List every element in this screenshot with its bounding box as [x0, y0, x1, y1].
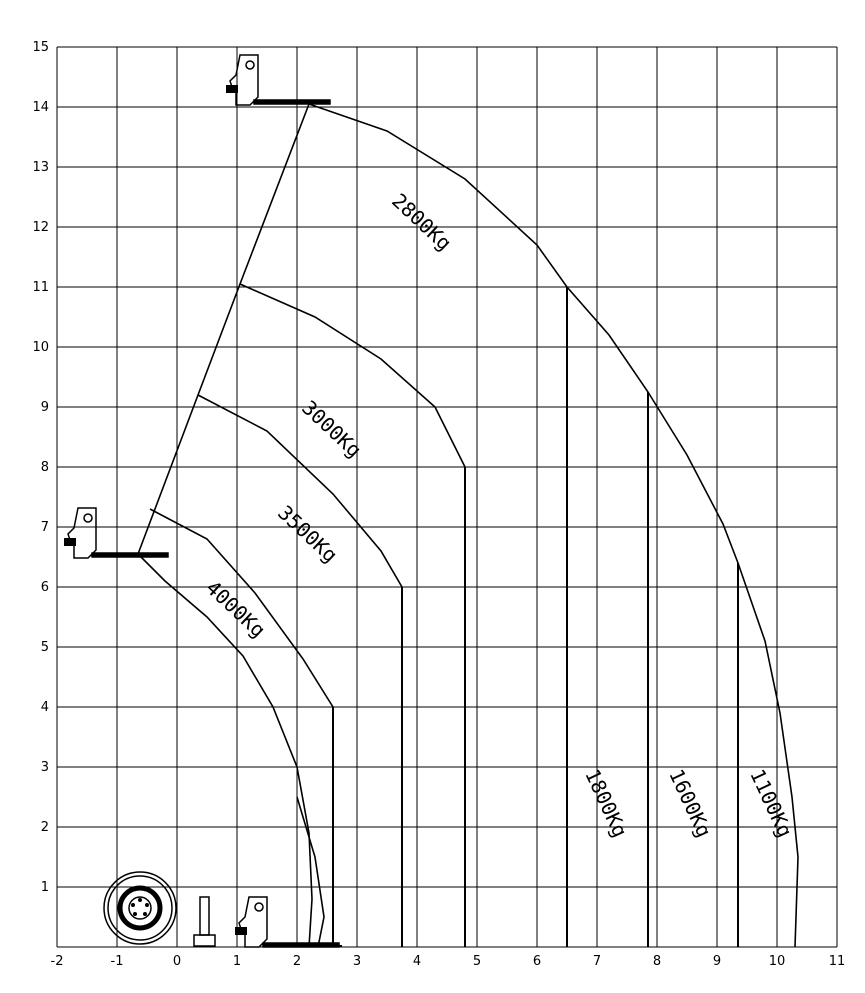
carriage-block: [64, 538, 76, 546]
load-labels: [201, 188, 797, 840]
y-tick-label: 1: [40, 880, 49, 895]
zone-boundary-curve: [198, 395, 402, 587]
carriage-pin: [84, 514, 92, 522]
x-tick-label: 8: [652, 954, 662, 969]
y-tick-label: 14: [32, 100, 49, 115]
y-tick-label: 15: [32, 40, 49, 55]
y-tick-label: 4: [40, 700, 49, 715]
x-tick-label: 2: [292, 954, 302, 969]
wheel-bolt: [145, 903, 149, 907]
x-tick-label: 10: [768, 954, 786, 969]
fork-tine: [92, 553, 168, 557]
x-tick-label: 3: [352, 954, 362, 969]
x-tick-label: 7: [592, 954, 602, 969]
stabilizer-leg: [200, 897, 209, 935]
fork-carriage-top: [226, 55, 330, 105]
load-label: 1800Kg: [580, 765, 633, 841]
wheel-rim: [120, 888, 160, 928]
load-label: 1100Kg: [745, 765, 798, 841]
carriage-pin: [246, 61, 254, 69]
y-tick-label: 10: [32, 340, 49, 355]
x-tick-label: 5: [472, 954, 482, 969]
load-label: 4000Kg: [201, 575, 271, 643]
y-tick-label: 8: [40, 460, 49, 475]
y-tick-label: 5: [40, 640, 49, 655]
fork-tine: [254, 100, 330, 104]
wheel-bolt: [143, 912, 147, 916]
x-tick-label: -2: [50, 954, 64, 969]
load-label: 1600Kg: [664, 765, 717, 841]
stabilizer-drawing: [194, 897, 215, 946]
y-tick-label: 9: [40, 400, 49, 415]
y-tick-label: 13: [32, 160, 49, 175]
wheel-drawing: [104, 872, 176, 944]
carriage-pin: [255, 903, 263, 911]
grid: [57, 47, 837, 947]
outer-envelope-curve: [309, 104, 798, 947]
x-tick-label: 6: [532, 954, 542, 969]
carriage-block: [226, 85, 238, 93]
x-tick-label: 4: [412, 954, 422, 969]
load-label: 3500Kg: [273, 500, 343, 568]
x-tick-label: 1: [232, 954, 242, 969]
y-tick-label: 11: [32, 280, 49, 295]
wheel-bolt: [133, 912, 137, 916]
y-tick-label: 3: [40, 760, 49, 775]
load-label: 2800Kg: [387, 188, 457, 256]
y-tick-label: 7: [40, 520, 49, 535]
stabilizer-pad: [194, 935, 215, 946]
y-tick-label: 2: [40, 820, 49, 835]
load-label: 3000Kg: [297, 395, 367, 463]
x-tick-label: 0: [172, 954, 182, 969]
axis-ticks: [32, 40, 845, 969]
x-tick-label: 9: [712, 954, 722, 969]
x-tick-label: 11: [828, 954, 846, 969]
y-tick-label: 6: [40, 580, 49, 595]
wheel-bolt: [138, 898, 142, 902]
wheel-outer-ring: [104, 872, 176, 944]
boom-line: [138, 104, 309, 554]
carriage-block: [235, 927, 247, 935]
fork-tine: [263, 943, 339, 947]
wheel-bolt: [131, 903, 135, 907]
x-tick-label: -1: [110, 954, 124, 969]
y-tick-label: 12: [32, 220, 49, 235]
